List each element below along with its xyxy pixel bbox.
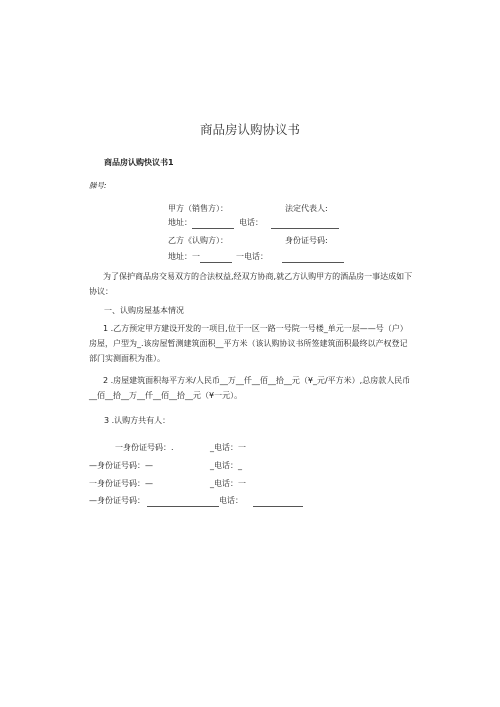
- party-b-address-blank: [200, 252, 232, 263]
- clause-1: 1 .乙方预定甲方建设开发的一项目,位于一区一路一号院一号楼_单元一层——号（户）房屋，户型为_.该房屋暂测建筑面积__平方米（该认购协议书所签建筑面积最终以产权登记部门实测面积为准）。: [89, 324, 408, 363]
- party-a-address-blank: [192, 218, 234, 229]
- section-1-heading: 一、认购房屋基本情况: [104, 306, 184, 315]
- co-owner-1-phone: _电话：一: [210, 443, 246, 452]
- co-owner-4-row: [89, 495, 303, 507]
- document-title: 商品房认购协议书: [199, 122, 300, 137]
- co-owner-4-id-blank: [147, 496, 219, 507]
- clause-2: 2 .房屋建筑面积每平方米/人民币__万__仟__佰__拾__元（¥_元/平方米）,总房款人民币__佰__拾__万__仟__佰__拾__元（¥一元）。: [89, 376, 411, 400]
- co-owner-4-id: —身份证号码：: [89, 496, 145, 505]
- document-number-label: 臊号:: [89, 181, 107, 190]
- party-a-phone-blank: [271, 218, 339, 229]
- co-owner-3-id: 一身份证号码：—: [89, 479, 153, 488]
- co-owner-2-id: —身份证号码：—: [89, 461, 153, 470]
- party-b-phone-row: [236, 251, 344, 263]
- party-a-rep-label: 法定代表人:: [285, 204, 328, 213]
- party-a-phone-label: 电话：: [239, 218, 263, 227]
- co-owner-1-id: 一身份证号码：.: [115, 443, 174, 452]
- party-b-address-label: 地址：一: [168, 252, 200, 261]
- party-b-phone-label: 一电话：: [236, 252, 268, 261]
- party-b-id-label: 身份证号码:: [285, 236, 328, 245]
- party-b-address-row: [168, 251, 232, 263]
- party-b-phone-blank: [282, 252, 344, 263]
- co-owner-2-phone: _电话：_: [210, 461, 242, 470]
- party-a-address-label: 地址：: [168, 218, 192, 227]
- party-a-label: 甲方（销售方）：: [168, 204, 228, 213]
- party-a-address-row: [168, 217, 234, 229]
- co-owner-4-phone-blank: [253, 496, 303, 507]
- co-owner-3-phone: _电话：一: [210, 479, 246, 488]
- document-subtitle: 商品房认购快议书1: [104, 158, 174, 167]
- intro-paragraph: 为了保护商品房交易双方的合法权益,经双方协商,就乙方认购甲方的酒品房一事达成如下协议：: [89, 272, 413, 296]
- co-owner-4-phone: 电话：: [219, 496, 243, 505]
- party-a-phone-row: [239, 217, 339, 229]
- party-b-label: 乙方《认购方）：: [168, 236, 228, 245]
- clause-3: 3 .认购方共有人：: [104, 416, 171, 425]
